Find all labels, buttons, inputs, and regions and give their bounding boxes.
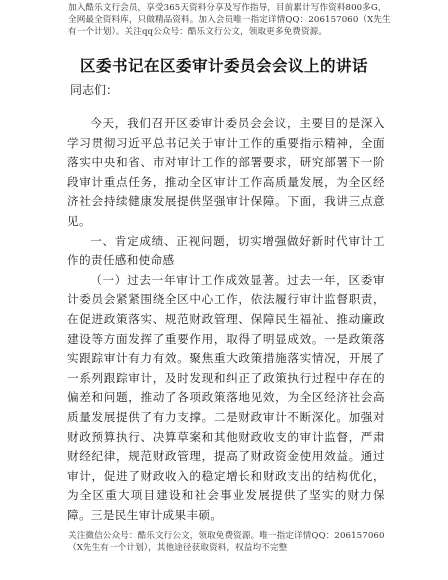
footer-note-line: 关注微信公众号：酷乐文行公文，领取免费资源。唯一指定详情QQ：206157060 (68, 531, 385, 541)
subsection-paragraph: （一）过去一年审计工作成效显著。过去一年，区委审计委员会紧紧围绕全区中心工作，依法履行审计监督职责，在促进政策落实、规范财政管理、保障民生福祉、推动廉政建设等方面发挥了重要作用，取得了明显成效。一是政策落实跟踪审计有力有效。聚焦重大政策措施落实情况，开展了一系列跟踪审计，及时发现和纠正了政策执行过程中存在的偏差和问题，推动了各项政策落地见效，为全区经济社会高质量发展提供了有力支撑。二是财政审计不断深化。加强对财政预算执行、决算草案和其他财政收支的审计监督，严肃财经纪律，规范财政管理，提高了财政资金使用效益。通过审计，促进了财政收入的稳定增长和财政支出的结构优化，为全区重大项目建设和社会事业发展提供了坚实的财力保障。三是民生审计成果丰硕。 (67, 272, 385, 522)
footer-note-line: （X先生有一个计划），其他途径获取资料，权益均不完整 (68, 543, 288, 553)
intro-paragraph: 今天，我们召开区委审计委员会会议，主要目的是深入学习贯彻习近平总书记关于审计工作的重要指示精神，全面落实中央和省、市对审计工作的部署要求，研究部署下一阶段审计重点任务，推动全区审计工作高质量发展，为全区经济社会持续健康发展提供坚强审计保障。下面，我讲三点意见。 (67, 116, 385, 228)
header-note-line: 有一个计划）。关注qq公众号：酷乐文行公文，领取更多免费资源。 (68, 27, 328, 37)
document-title: 区委书记在区委审计委员会会议上的讲话 (79, 57, 368, 75)
document-body (67, 114, 385, 525)
header-promo-note (68, 2, 398, 38)
footer-promo-note (68, 530, 398, 554)
header-note-line: 加入酷乐文行会员，享受365天资料分享及写作指导，目前累计写作资料800多G， (68, 3, 387, 13)
header-note-line: 全网最全资料库，只做精品资料。加入会员唯一指定详情QQ：206157060（X先生 (68, 15, 391, 25)
section-heading: 一、肯定成绩、正视问题，切实增强做好新时代审计工作的责任感和使命感 (67, 233, 385, 268)
greeting: 同志们： (70, 83, 119, 97)
